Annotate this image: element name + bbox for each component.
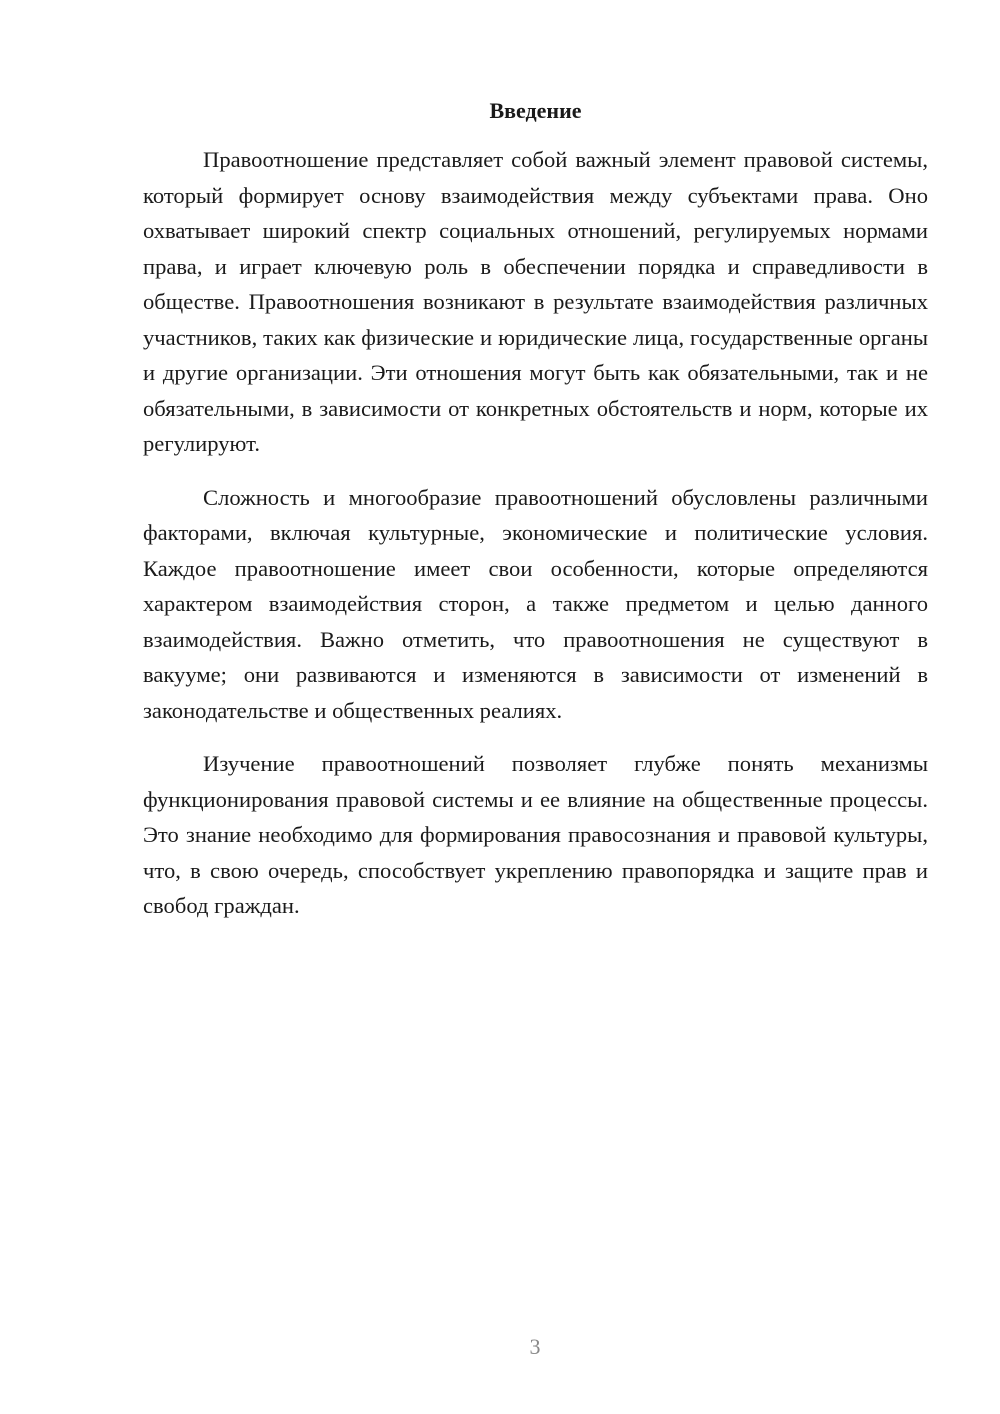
paragraph-2: Сложность и многообразие правоотношений обусловлены различными факторами, включая культурные, экономические и политические условия. Каждое правоотношение имеет свои особенности, которые определяются характером взаимодействия сторон, а также предметом и целью данного взаимодействия. Важно отметить, что правоотношения не существуют в вакууме; они развиваются и изменяются в зависимости от изменений в законодательстве и общественных реалиях. (143, 484, 928, 723)
page-number: 3 (529, 1334, 541, 1359)
paragraph-3: Изучение правоотношений позволяет глубже понять механизмы функционирования правовой системы и ее влияние на общественные процессы. Это знание необходимо для формирования правосознания и правовой культуры, что, в свою очередь, способствует укреплению правопорядка и защите прав и свобод граждан. (143, 751, 928, 918)
body-text (143, 142, 928, 942)
page-title: Введение (489, 98, 582, 123)
paragraph-1: Правоотношение представляет собой важный элемент правовой системы, который формирует основу взаимодействия между субъектами права. Оно охватывает широкий спектр социальных отношений, регулируемых нормами права, и играет ключевую роль в обеспечении порядка и справедливости в обществе. Правоотношения возникают в результате взаимодействия различных участников, таких как физические и юридические лица, государственные органы и другие организации. Эти отношения могут быть как обязательными, так и не обязательными, в зависимости от конкретных обстоятельств и норм, которые их регулируют. (143, 147, 928, 456)
